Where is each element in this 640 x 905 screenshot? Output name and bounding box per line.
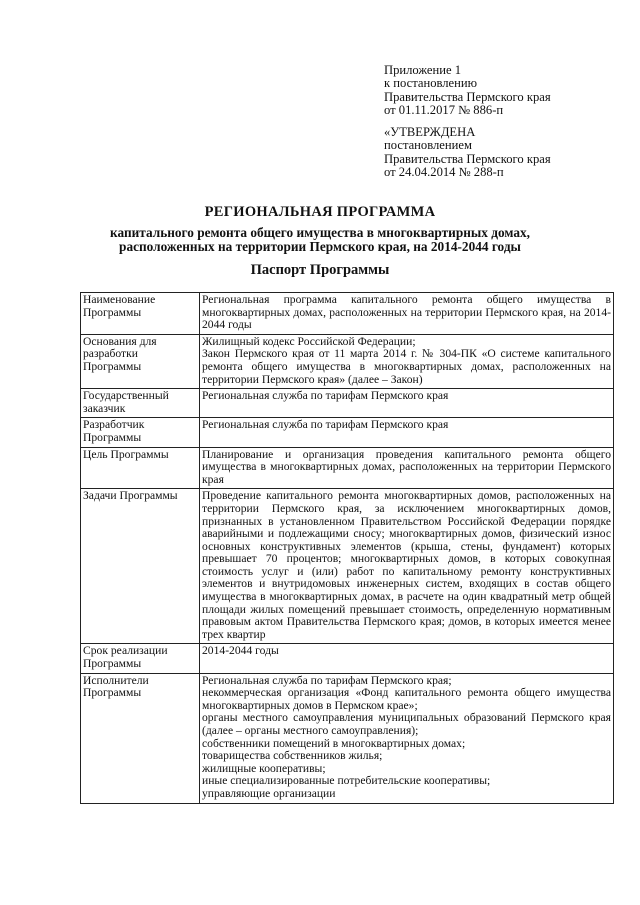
passport-row-value — [200, 334, 614, 388]
approval-approved-line: «УТВЕРЖДЕНА — [384, 125, 476, 139]
passport-value-line: Проведение капитального ремонта многоквартирных домов, расположенных на территории Пермского края, за исключением многоквартирных домов, признанных в установленном Правительством Российской Федерации порядке аварийными и подлежащими сносу; многоквартирных домов, физический износ основных конструктивных элементов (крыша, стены, фундамент) которых превышает 70 процентов; многоквартирных домов, в которых совокупная стоимость услуг и (или) работ по капитальному ремонту конструктивных элементов и внутридомовых инженерных систем, входящих в состав общего имущества в многоквартирных домах, в расчете на один квадратный метр общей площади жилых помещений превышает стоимость, определенную нормативным правовым актом Правительства Пермского края; домов, в которых имеется менее трех квартир — [202, 489, 611, 641]
passport-row — [81, 673, 614, 803]
passport-value-line: Жилищный кодекс Российской Федерации; — [202, 334, 416, 348]
document-subtitle — [0, 226, 640, 253]
passport-value-line: Региональная служба по тарифам Пермского края — [202, 418, 449, 432]
passport-value-line: 2014-2044 годы — [202, 644, 279, 658]
passport-value-line: органы местного самоуправления муниципальных образований Пермского края (далее – органы местного самоуправления); — [202, 711, 611, 737]
passport-value-line: Региональная служба по тарифам Пермского края — [202, 389, 449, 403]
approval-approved-line: от 24.04.2014 № 288-п — [384, 165, 504, 180]
passport-row-value — [200, 447, 614, 489]
passport-row-label: Исполнители Программы — [81, 673, 200, 803]
passport-row-value — [200, 489, 614, 644]
approval-block-appendix — [384, 64, 624, 118]
passport-row-label: Государственный заказчик — [81, 389, 200, 418]
passport-row-value — [200, 418, 614, 447]
passport-value-line: некоммерческая организация «Фонд капитального ремонта общего имущества многоквартирных домов в Пермском крае»; — [202, 686, 611, 712]
passport-row-value — [200, 644, 614, 673]
passport-row — [81, 293, 614, 335]
passport-row — [81, 489, 614, 644]
passport-row-value — [200, 673, 614, 803]
approval-appendix-line: от 01.11.2017 № 886-п — [384, 103, 504, 118]
passport-value-line: товарищества собственников жилья; — [202, 749, 383, 763]
passport-value-line: управляющие организации — [202, 786, 336, 800]
passport-row-value — [200, 389, 614, 418]
passport-row — [81, 644, 614, 673]
approval-appendix-line: к постановлению — [384, 76, 478, 91]
approval-approved-line: Правительства Пермского края — [384, 151, 551, 166]
approval-approved-line: постановлением — [384, 138, 472, 153]
approval-appendix-line: Правительства Пермского края — [384, 89, 551, 104]
passport-value-line: Планирование и организация проведения капитального ремонта общего имущества в многоквартирных домах, расположенных на территории Пермского края — [202, 447, 611, 486]
passport-row-label: Задачи Программы — [81, 489, 200, 644]
approval-block-approved — [384, 126, 624, 180]
passport-value-line: Региональная служба по тарифам Пермского края; — [202, 673, 452, 687]
passport-value-line: жилищные кооперативы; — [202, 761, 326, 775]
passport-row-value — [200, 293, 614, 335]
subtitle-line: расположенных на территории Пермского края, на 2014-2044 годы — [119, 238, 521, 254]
document-title: РЕГИОНАЛЬНАЯ ПРОГРАММА — [204, 204, 436, 220]
passport-row-label: Разработчик Программы — [81, 418, 200, 447]
approval-appendix-line: Приложение 1 — [384, 63, 462, 77]
subtitle-line: капитального ремонта общего имущества в многоквартирных домах, — [110, 225, 530, 240]
passport-row — [81, 389, 614, 418]
passport-row-label: Наименование Программы — [81, 293, 200, 335]
passport-row — [81, 418, 614, 447]
passport-title: Паспорт Программы — [250, 262, 390, 278]
passport-value-line: Закон Пермского края от 11 марта 2014 г. № 304-ПК «О системе капитального ремонта общего имущества в многоквартирных домах, расположенных на территории Пермского края» (далее – Закон) — [202, 347, 611, 386]
passport-row-label: Основания для разработки Программы — [81, 334, 200, 388]
passport-value-line: иные специализированные потребительские кооперативы; — [202, 774, 491, 788]
passport-row-label: Цель Программы — [81, 447, 200, 489]
passport-value-line: Региональная программа капитального ремонта общего имущества в многоквартирных домах, расположенных на территории Пермского края, на 2014-2044 годы — [202, 293, 611, 332]
passport-row-label: Срок реализации Программы — [81, 644, 200, 673]
passport-row — [81, 334, 614, 388]
passport-row — [81, 447, 614, 489]
passport-table — [80, 292, 614, 804]
passport-value-line: собственники помещений в многоквартирных домах; — [202, 736, 466, 750]
